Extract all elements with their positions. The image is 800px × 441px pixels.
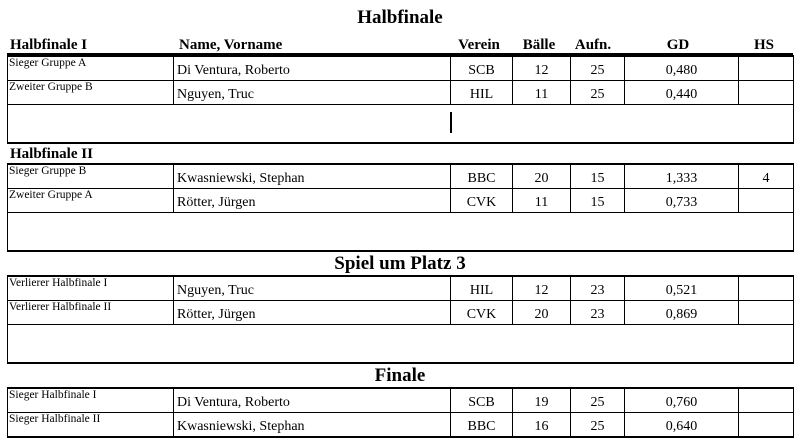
baelle-cell: 11	[513, 81, 571, 105]
hs-cell	[739, 413, 794, 438]
baelle-cell: 11	[513, 189, 571, 213]
player-name: Kwasniewski, Stephan	[174, 413, 451, 438]
gd-cell: 0,640	[625, 413, 739, 438]
platz-3-table	[7, 275, 794, 364]
finale-table	[7, 387, 794, 438]
hs-cell	[739, 81, 794, 105]
verein-cell: SCB	[451, 388, 513, 413]
hs-cell	[739, 56, 794, 81]
aufn-cell: 25	[571, 388, 625, 413]
verein-cell: BBC	[451, 413, 513, 438]
slot-label: Zweiter Gruppe B	[8, 81, 174, 105]
aufn-cell: 15	[571, 164, 625, 189]
hs-cell: 4	[739, 164, 794, 189]
hs-cell	[739, 276, 794, 301]
stray-vertical-line	[450, 112, 452, 133]
aufn-cell: 25	[571, 413, 625, 438]
column-header-hs: HS	[753, 37, 775, 53]
verein-cell: CVK	[451, 301, 513, 325]
verein-cell: CVK	[451, 189, 513, 213]
player-name: Rötter, Jürgen	[174, 189, 451, 213]
gd-cell: 0,521	[625, 276, 739, 301]
slot-label: Verlierer Halbfinale II	[8, 301, 174, 325]
slot-label: Sieger Halbfinale II	[8, 413, 174, 438]
baelle-cell: 16	[513, 413, 571, 438]
aufn-cell: 23	[571, 276, 625, 301]
table-row	[8, 189, 794, 213]
player-name: Kwasniewski, Stephan	[174, 164, 451, 189]
aufn-cell: 25	[571, 56, 625, 81]
table-row	[8, 388, 794, 413]
blank-row	[8, 325, 794, 364]
halbfinale-1-table	[7, 55, 794, 144]
baelle-cell: 12	[513, 56, 571, 81]
column-header-aufn: Aufn.	[574, 37, 612, 53]
player-name: Di Ventura, Roberto	[174, 388, 451, 413]
verein-cell: HIL	[451, 81, 513, 105]
gd-cell: 1,333	[625, 164, 739, 189]
table-row	[8, 276, 794, 301]
hs-cell	[739, 388, 794, 413]
table-row	[8, 164, 794, 189]
verein-cell: SCB	[451, 56, 513, 81]
aufn-cell: 15	[571, 189, 625, 213]
slot-label: Sieger Halbfinale I	[8, 388, 174, 413]
column-header-baelle: Bälle	[522, 37, 556, 53]
column-header-verein: Verein	[458, 37, 500, 53]
gd-cell: 0,480	[625, 56, 739, 81]
baelle-cell: 19	[513, 388, 571, 413]
hs-cell	[739, 189, 794, 213]
player-name: Rötter, Jürgen	[174, 301, 451, 325]
slot-label: Zweiter Gruppe A	[8, 189, 174, 213]
baelle-cell: 12	[513, 276, 571, 301]
halbfinale-2-table	[7, 163, 794, 252]
verein-cell: HIL	[451, 276, 513, 301]
baelle-cell: 20	[513, 301, 571, 325]
blank-row	[8, 213, 794, 252]
slot-label: Sieger Gruppe B	[8, 164, 174, 189]
gd-cell: 0,760	[625, 388, 739, 413]
column-header-group: Halbfinale I	[10, 37, 88, 53]
player-name: Nguyen, Truc	[174, 276, 451, 301]
page-title: Halbfinale	[357, 7, 443, 28]
platz-3-heading: Spiel um Platz 3	[334, 253, 466, 274]
gd-cell: 0,440	[625, 81, 739, 105]
table-row	[8, 413, 794, 438]
player-name: Di Ventura, Roberto	[174, 56, 451, 81]
gd-cell: 0,733	[625, 189, 739, 213]
halbfinale-2-heading: Halbfinale II	[10, 146, 93, 162]
column-header-gd: GD	[666, 37, 690, 53]
table-row	[8, 81, 794, 105]
player-name: Nguyen, Truc	[174, 81, 451, 105]
verein-cell: BBC	[451, 164, 513, 189]
table-row	[8, 56, 794, 81]
baelle-cell: 20	[513, 164, 571, 189]
slot-label: Sieger Gruppe A	[8, 56, 174, 81]
blank-row	[8, 105, 794, 144]
gd-cell: 0,869	[625, 301, 739, 325]
aufn-cell: 23	[571, 301, 625, 325]
table-row	[8, 301, 794, 325]
aufn-cell: 25	[571, 81, 625, 105]
hs-cell	[739, 301, 794, 325]
slot-label: Verlierer Halbfinale I	[8, 276, 174, 301]
column-header-name: Name, Vorname	[179, 37, 283, 53]
finale-heading: Finale	[374, 365, 426, 386]
